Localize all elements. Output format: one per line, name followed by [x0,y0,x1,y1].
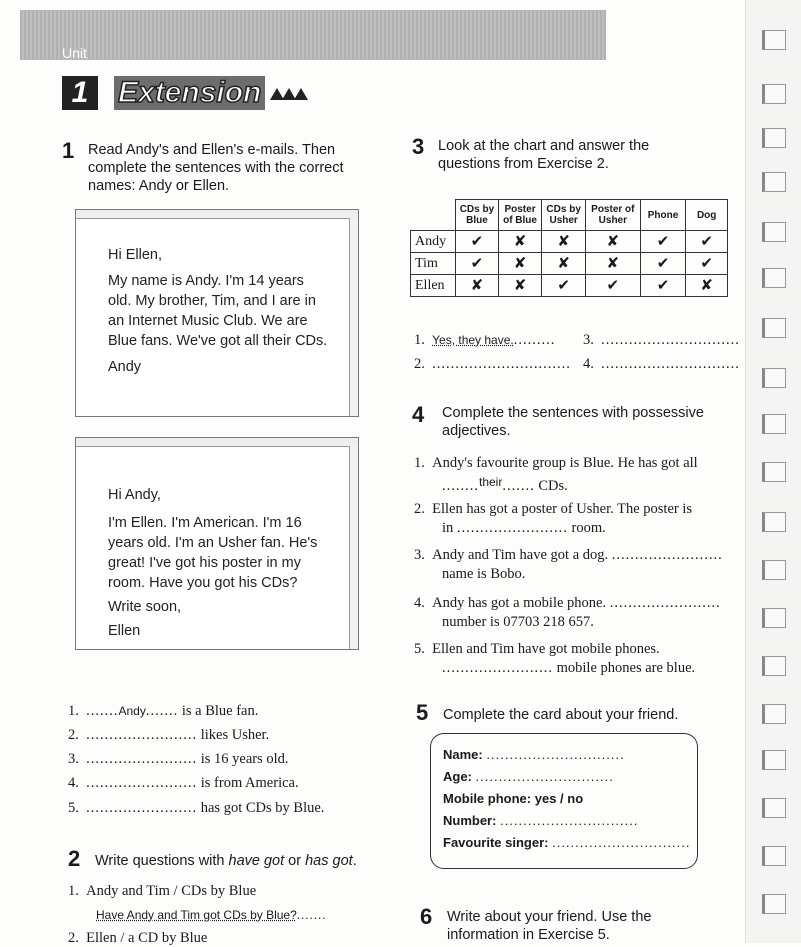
chart-header: Dog [686,200,728,231]
ex5-number: 5 [416,700,429,725]
chart-mark: ✔ [585,275,640,297]
binder-tab-icon [762,894,786,914]
ex4-item: 5. Ellen and Tim have got mobile phones. ........................ mobile phones are blue. [414,641,696,676]
binder-tab-icon [762,128,786,148]
chart-row [411,231,728,253]
chart-row-name: Andy [411,231,456,253]
chart-header [411,200,456,231]
chart-mark: ✔ [686,253,728,275]
card-age-row: Age: .............................. [443,769,614,784]
binder-tab-icon [762,656,786,676]
email-ellen-body: I'm Ellen. I'm American. I'm 16 years old. I'm an Usher fan. He's great! I've got his poster in my room. Have you got his CDs? [108,515,318,591]
level-triangles-icon [270,86,320,102]
ex4-instruction: Complete the sentences with possessive adjectives. [442,405,704,439]
binder-tab-icon [762,750,786,770]
chart-header: Poster of Blue [498,200,542,231]
ex4-item: 4. Andy has got a mobile phone. ........................ number is 07703 218 657. [414,595,721,630]
chart-mark: ✘ [456,275,499,297]
ex3-number: 3 [412,134,425,159]
ex2-answer-1: Have Andy and Tim got CDs by Blue?....... [96,907,327,922]
chart-mark: ✔ [686,231,728,253]
chart-mark: ✘ [498,275,542,297]
chart-mark: ✘ [585,253,640,275]
ex3-instruction: Look at the chart and answer the questions from Exercise 2. [438,138,650,172]
chart-row-name: Tim [411,253,456,275]
ex2-item: 1. Andy and Tim / CDs by Blue [68,883,257,899]
binder-tab-icon [762,798,786,818]
binder-tab-icon [762,414,786,434]
chart-mark: ✘ [686,275,728,297]
chart-mark: ✘ [498,253,542,275]
friend-card [430,733,698,869]
chart-row [411,275,728,297]
ex4-item: 1. Andy's favourite group is Blue. He has got all ........$^{their}$....... CDs. [414,455,698,494]
email-andy-body: My name is Andy. I'm 14 years old. My brother, Tim, and I are in an Internet Music Club. We are Blue fans. We've got all their CDs. [108,273,328,349]
ex4-item: 2. Ellen has got a poster of Usher. The poster is in ........................ room. [414,501,692,536]
binder-tab-icon [762,222,786,242]
ex3-answer-1: Yes, they have. [432,333,514,347]
binder-tab-icon [762,608,786,628]
binder-tab-icon [762,268,786,288]
email-ellen-closing: Write soon, [108,599,182,615]
email-ellen [75,437,359,650]
ex2-instruction: Write questions with have got or has got. [95,853,357,869]
ex5-instruction: Complete the card about your friend. [443,707,679,723]
ex4-answer-1: their [479,475,503,489]
chart-mark: ✘ [498,231,542,253]
unit-number: 1 [62,76,98,110]
email-andy-signoff: Andy [108,359,142,375]
binder-tab-icon [762,30,786,50]
ex2-number: 2 [68,846,81,871]
card-number-row: Number: .............................. [443,813,639,828]
chart-row-name: Ellen [411,275,456,297]
binder-tab-icon [762,172,786,192]
card-singer-row: Favourite singer: .............................. [443,835,691,850]
chart-mark: ✘ [542,253,586,275]
binder-tab-icon [762,84,786,104]
ex3-answer-line: 4. .............................. [583,356,740,372]
email-andy [75,209,359,417]
binder-tab-icon [762,318,786,338]
ex3-answer-line: 1. Yes, they have.......... [414,332,556,348]
chart-header: CDs by Blue [456,200,499,231]
binder-tab-icon [762,704,786,724]
ex1-item: 4. ........................ is from America. [68,775,299,791]
header-band [20,10,606,60]
card-mobile-row: Mobile phone: yes / no [443,791,584,806]
chart-mark: ✘ [585,231,640,253]
chart-mark: ✔ [640,231,686,253]
binder-tab-icon [762,512,786,532]
ex3-answer-line: 3. .............................. [583,332,740,348]
chart-mark: ✔ [640,275,686,297]
chart-mark: ✔ [640,253,686,275]
ex6-number: 6 [420,904,433,929]
ex1-instruction: Read Andy's and Ellen's e-mails. Then complete the sentences with the correct names: Andy or Ellen. [88,142,344,194]
chart-mark: ✔ [542,275,586,297]
email-andy-greeting: Hi Ellen, [108,247,162,263]
ex1-answer-1: Andy [118,704,146,718]
ex6-instruction: Write about your friend. Use the information in Exercise 5. [447,909,652,943]
chart-header-row [411,200,728,231]
chart-header: CDs by Usher [542,200,586,231]
binder-tab-icon [762,462,786,482]
ex1-item: 5. ........................ has got CDs by Blue. [68,800,325,816]
unit-label: Unit [62,45,87,61]
ex1-number: 1 [62,138,75,163]
binder-tab-icon [762,368,786,388]
ex2-item: 2. Ellen / a CD by Blue [68,930,208,946]
ex1-item: 3. ........................ is 16 years old. [68,751,289,767]
chart-mark: ✘ [542,231,586,253]
email-ellen-signoff: Ellen [108,623,141,639]
chart-header: Phone [640,200,686,231]
ex4-item: 3. Andy and Tim have got a dog. ........................ name is Bobo. [414,547,723,582]
binder-tab-icon [762,846,786,866]
ex1-item: 2. ........................ likes Usher. [68,727,270,743]
chart-mark: ✔ [456,253,499,275]
chart-row [411,253,728,275]
email-ellen-greeting: Hi Andy, [108,487,161,503]
chart-mark: ✔ [456,231,499,253]
ex4-number: 4 [412,402,425,427]
chart-header: Poster of Usher [585,200,640,231]
binder-tab-icon [762,560,786,580]
ex3-answer-line: 2. .............................. [414,356,571,372]
card-name-row: Name: .............................. [443,747,625,762]
ex1-item: 1. .......Andy....... is a Blue fan. [68,703,259,719]
ex3-chart [410,199,728,297]
section-title: Extension [114,76,265,110]
